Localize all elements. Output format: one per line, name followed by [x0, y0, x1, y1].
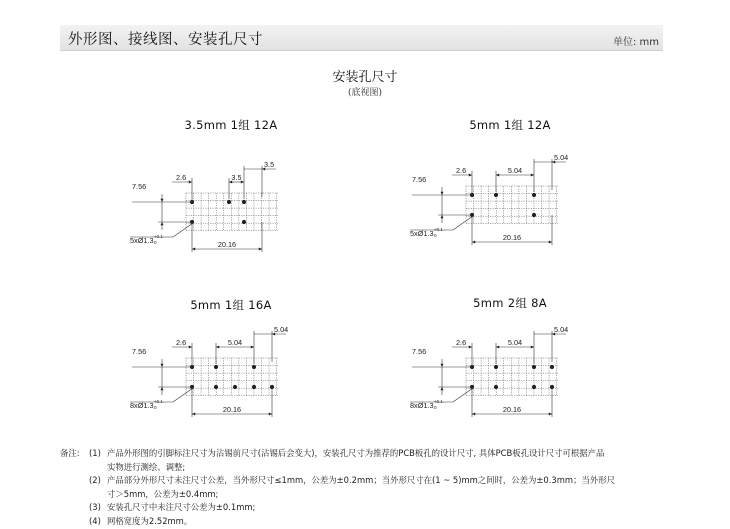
diagram-1-title: 3.5mm 1组 12A [184, 118, 278, 132]
note-line: 寸＞5mm，公差为±0.4mm; [107, 488, 219, 499]
dimension-label-left: 2.6 [176, 173, 187, 182]
dimension-arrowhead [531, 174, 534, 177]
diagram-3-title: 5mm 1组 16A [190, 298, 272, 312]
note-3 [60, 501, 680, 515]
dimension-label-pitch: 5.04 [227, 338, 243, 347]
dimension-arrowhead [441, 364, 444, 367]
dimension-arrowhead [161, 199, 164, 202]
mounting-hole [532, 193, 536, 197]
mounting-hole [227, 200, 231, 204]
leader-line [453, 388, 473, 402]
hole-tolerance-upper: +0.1 [154, 234, 163, 239]
dimension-arrowhead [496, 346, 499, 349]
mounting-hole [494, 365, 498, 369]
dimension-arrowhead [161, 222, 164, 225]
mounting-hole [532, 365, 536, 369]
hole-tolerance-lower: 0 [434, 405, 437, 410]
pcb-hole-diagram-2 [404, 148, 584, 253]
dimension-label-width: 20.16 [217, 240, 237, 249]
note-number: (4) [89, 515, 101, 526]
mounting-hole [242, 220, 246, 224]
dimension-label-pitch: 5.04 [507, 166, 523, 175]
unit-label: 单位: mm [612, 37, 659, 48]
note-line: 安装孔尺寸中未注尺寸公差为±0.1mm; [107, 502, 256, 513]
note-line: 网格宽度为2.52mm。 [107, 515, 193, 526]
dimension-arrowhead [251, 346, 254, 349]
dimension-arrowhead [189, 181, 192, 184]
hole-tolerance-upper: +0.1 [434, 399, 443, 404]
diagram-2-title: 5mm 1组 12A [469, 118, 551, 132]
pcb-hole-diagram-4 [404, 320, 584, 425]
dimension-label-left: 2.6 [456, 338, 467, 347]
pcb-hole-diagram-1 [124, 155, 304, 260]
drawing-title: 安装孔尺寸 [332, 70, 398, 85]
dimension-label-right: 5.04 [274, 325, 289, 334]
note-line: 产品部分外形尺寸未注尺寸公差，当外形尺寸≤1mm，公差为±0.2mm；当外形尺寸在(1 ~ 5)mm之间时，公差为±0.3mm；当外形尺 [107, 475, 615, 486]
mounting-hole [550, 365, 554, 369]
dimension-arrowhead [441, 215, 444, 218]
notes-section [60, 447, 680, 529]
dimension-label-width: 20.16 [502, 233, 522, 242]
dimension-arrowhead [549, 241, 552, 244]
dimension-label-right: 3.5 [264, 160, 275, 169]
dimension-arrowhead [192, 413, 195, 416]
dimension-label-height: 7.56 [132, 182, 147, 191]
dimension-arrowhead [216, 346, 219, 349]
dimension-label-pitch: 5.04 [507, 338, 523, 347]
leader-line [173, 223, 193, 237]
dimension-label-height: 7.56 [412, 347, 427, 356]
note-2 [60, 474, 680, 501]
dimension-arrowhead [441, 192, 444, 195]
notes-prefix: 备注: [60, 448, 80, 458]
dimension-arrowhead [161, 364, 164, 367]
mounting-hole [214, 385, 218, 389]
diagram-4-title: 5mm 2组 8A [473, 296, 547, 310]
leader-line [453, 216, 473, 230]
hole-spec-label: 8xØ1.3 [410, 401, 434, 410]
dimension-arrowhead [192, 248, 195, 251]
dimension-arrowhead [161, 387, 164, 390]
hole-tolerance-lower: 0 [154, 405, 157, 410]
mounting-hole [214, 365, 218, 369]
mounting-hole [532, 385, 536, 389]
note-number: (2) [89, 475, 101, 486]
dimension-arrowhead [269, 413, 272, 416]
dimension-arrowhead [472, 413, 475, 416]
pcb-hole-diagram-3 [124, 320, 304, 425]
dimension-label-right: 5.04 [554, 325, 569, 334]
dimension-label-left: 2.6 [456, 166, 467, 175]
dimension-arrowhead [441, 387, 444, 390]
mounting-hole [494, 193, 498, 197]
hole-tolerance-upper: +0.1 [434, 227, 443, 232]
dimension-arrowhead [469, 174, 472, 177]
dimension-arrowhead [472, 241, 475, 244]
dimension-label-width: 20.16 [222, 405, 242, 414]
note-4 [60, 515, 680, 529]
mounting-hole [532, 213, 536, 217]
mounting-hole [242, 200, 246, 204]
dimension-arrowhead [531, 346, 534, 349]
dimension-arrowhead [189, 346, 192, 349]
hole-spec-label: 8xØ1.3 [130, 401, 154, 410]
drawing-subtitle: (底视图) [347, 88, 383, 98]
dimension-arrowhead [496, 174, 499, 177]
dimension-arrowhead [259, 248, 262, 251]
note-line: 产品外形图的引脚标注尺寸为沾锡前尺寸(沾锡后会变大)，安装孔尺寸为推荐的PCB板孔的设计尺寸, 具体PCB板孔设计尺寸可根据产品 [107, 448, 605, 458]
dimension-label-left: 2.6 [176, 338, 187, 347]
dimension-label-width: 20.16 [502, 405, 522, 414]
hole-tolerance-upper: +0.1 [154, 399, 163, 404]
mounting-hole [252, 385, 256, 389]
note-line: 实物进行测绘、调整; [107, 461, 186, 472]
mounting-hole [233, 385, 237, 389]
hole-tolerance-lower: 0 [434, 233, 437, 238]
dimension-label-pitch: 3.5 [231, 173, 242, 182]
dimension-arrowhead [549, 413, 552, 416]
dimension-label-height: 7.56 [132, 347, 147, 356]
mounting-hole [494, 385, 498, 389]
hole-spec-label: 5xØ1.3 [130, 236, 154, 245]
note-number: (1) [89, 448, 101, 458]
section-title: 外形图、接线图、安装孔尺寸 [68, 32, 263, 48]
section-header [60, 25, 663, 51]
hole-spec-label: 5xØ1.3 [410, 229, 434, 238]
hole-tolerance-lower: 0 [154, 240, 157, 245]
dimension-label-height: 7.56 [412, 175, 427, 184]
note-number: (3) [89, 502, 101, 513]
mounting-hole [252, 365, 256, 369]
dimension-arrowhead [469, 346, 472, 349]
note-1 [60, 447, 680, 474]
dimension-label-right: 5.04 [554, 153, 569, 162]
leader-line [173, 388, 193, 402]
